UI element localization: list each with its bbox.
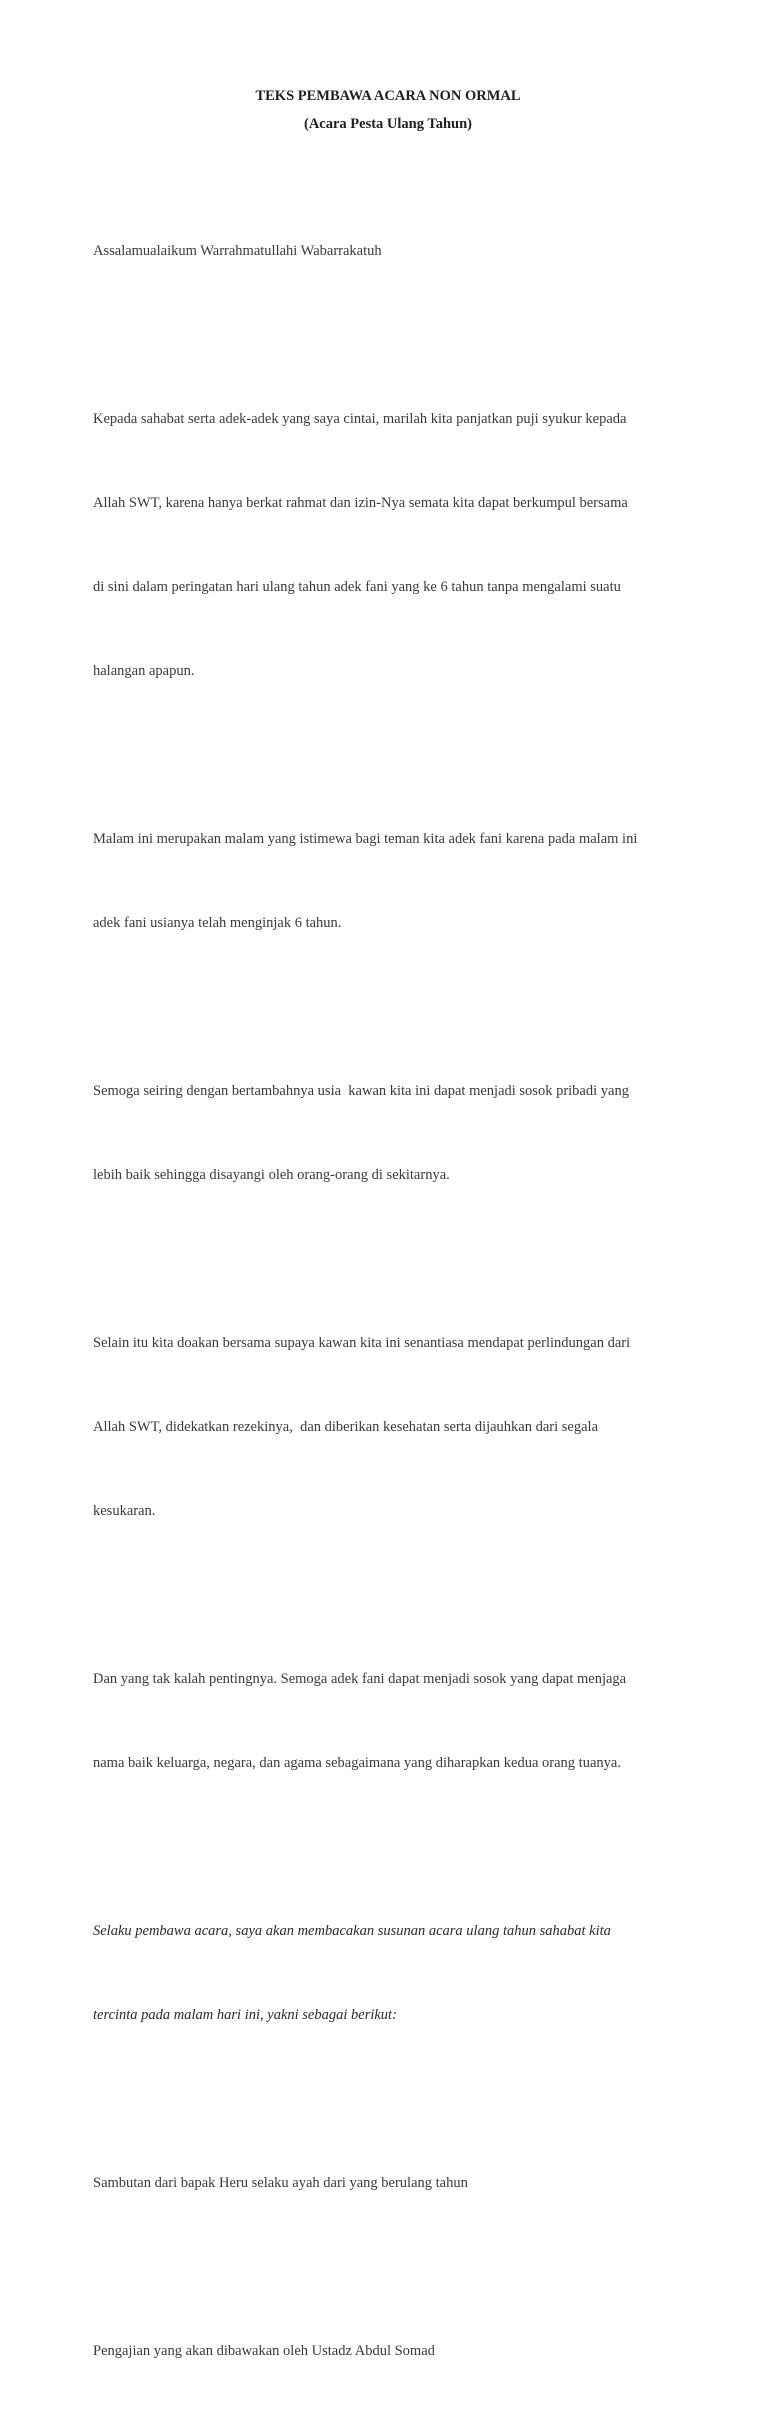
document-page [93, 86, 683, 2421]
paragraph-opening [93, 349, 683, 741]
paragraph-greeting [93, 181, 683, 321]
paragraph-wish [93, 1021, 683, 1245]
text-line: kesukaran. [93, 1503, 156, 1519]
text-line: Allah SWT, didekatkan rezekinya, dan diberikan kesehatan serta dijauhkan dari segala [93, 1419, 599, 1435]
text-line: Malam ini merupakan malam yang istimewa bagi teman kita adek fani karena pada malam ini [93, 831, 638, 847]
text-line: lebih baik sehingga disayangi oleh orang-orang di sekitarnya. [93, 1167, 450, 1183]
agenda-item-recitation [93, 2281, 683, 2421]
text-line: Allah SWT, karena hanya berkat rahmat dan izin-Nya semata kita dapat berkumpul bersama [93, 495, 628, 511]
text-line: Semoga seiring dengan bertambahnya usia kawan kita ini dapat menjadi sosok pribadi yang [93, 1083, 629, 1099]
text-line: nama baik keluarga, negara, dan agama sebagaimana yang diharapkan kedua orang tuanya. [93, 1755, 621, 1771]
paragraph-special-night [93, 769, 683, 993]
document-subtitle: (Acara Pesta Ulang Tahun) [304, 116, 472, 132]
text-line: Selaku pembawa acara, saya akan membacakan susunan acara ulang tahun sahabat kita [93, 1923, 611, 1939]
text-line: di sini dalam peringatan hari ulang tahun adek fani yang ke 6 tahun tanpa mengalami suatu [93, 579, 621, 595]
text-line: Pengajian yang akan dibawakan oleh Ustadz Abdul Somad [93, 2343, 435, 2359]
agenda-item-speech [93, 2113, 683, 2253]
text-line: Kepada sahabat serta adek-adek yang saya cintai, marilah kita panjatkan puji syukur kepada [93, 411, 627, 427]
paragraph-prayer [93, 1273, 683, 1581]
paragraph-agenda-intro [93, 1861, 683, 2085]
text-line: Assalamualaikum Warrahmatullahi Wabarrakatuh [93, 243, 382, 259]
text-line: Sambutan dari bapak Heru selaku ayah dari yang berulang tahun [93, 2175, 468, 2191]
paragraph-hope [93, 1609, 683, 1833]
text-line: halangan apapun. [93, 663, 195, 679]
text-line: Dan yang tak kalah pentingnya. Semoga adek fani dapat menjadi sosok yang dapat menjaga [93, 1671, 627, 1687]
document-title: TEKS PEMBAWA ACARA NON ORMAL [255, 88, 521, 104]
text-line: tercinta pada malam hari ini, yakni sebagai berikut: [93, 2007, 397, 2023]
text-line: adek fani usianya telah menginjak 6 tahun. [93, 915, 342, 931]
text-line: Selain itu kita doakan bersama supaya kawan kita ini senantiasa mendapat perlindungan dari [93, 1335, 631, 1351]
